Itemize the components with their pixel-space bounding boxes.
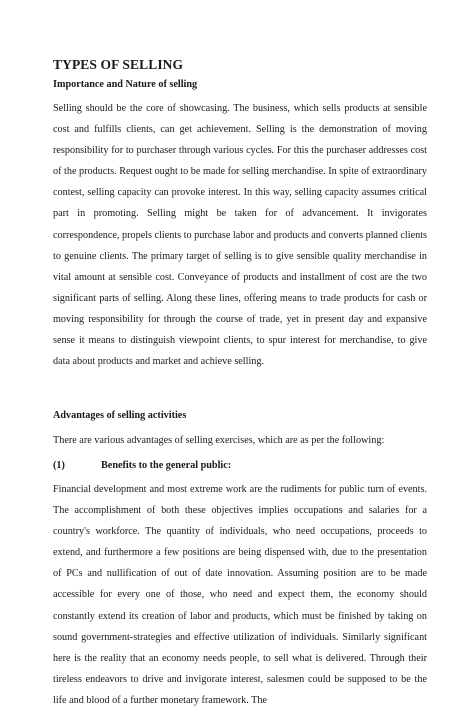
section-heading-importance: Importance and Nature of selling: [53, 79, 198, 90]
list-item-number: (1): [53, 460, 65, 471]
list-item-label: Benefits to the general public:: [101, 460, 232, 471]
section-heading-advantages: Advantages of selling activities: [53, 410, 187, 421]
list-item-heading: [53, 460, 231, 471]
paragraph-importance: Selling should be the core of showcasing. The business, which sells products at sensible cost and fulfills clients, can get achievement. Selling is the demonstration of moving responsibility for to purchaser through various cycles. For this the purchaser addresses cost of the products. Request ought to be made for selling merchandise. In spite of extraordinary contest, selling capacity can provoke interest. In this way, selling capacity assumes critical part in promoting. Selling might be taken for of advancement. It invigorates correspondence, propels clients to purchase labor and products and converts planned clients to genuine clients. The primary target of selling is to give sensible quality merchandise in vital amount at sensible cost. Conveyance of products and installment of cost are the two significant parts of selling. Along these lines, offering means to trade products for cash or moving responsibility for through the course of trade, yet in present day and expansive sense it means to distinguish viewpoint clients, to spur interest for merchandise, to give data about products and market and achieve selling.: [53, 103, 428, 368]
document-title: TYPES OF SELLING: [53, 57, 184, 72]
paragraph-advantages-intro: There are various advantages of selling exercises, which are as per the following:: [53, 435, 385, 446]
paragraph-benefits-public: Financial development and most extreme work are the rudiments for public turn of events. The accomplishment of both these objectives implies occupations and salaries for a country's workforce. The quantity of individuals, who need occupations, proceeds to extend, and furthermore a few positions are being dispensed with, due to the presentation of PCs and nullification of out of date innovation. Assuming position are to be made accessible for every one of those, who need and expect them, the economy should constantly extend its creation of labor and products, which must be finished by taking on sound government-strategies and effective utilization of individuals. Similarly significant here is the reality that an economy needs people, to sell what is delivered. Through their tireless endeavors to drive and invigorate interest, salesmen could be supposed to be the life and blood of a further monetary framework. The: [53, 484, 427, 706]
